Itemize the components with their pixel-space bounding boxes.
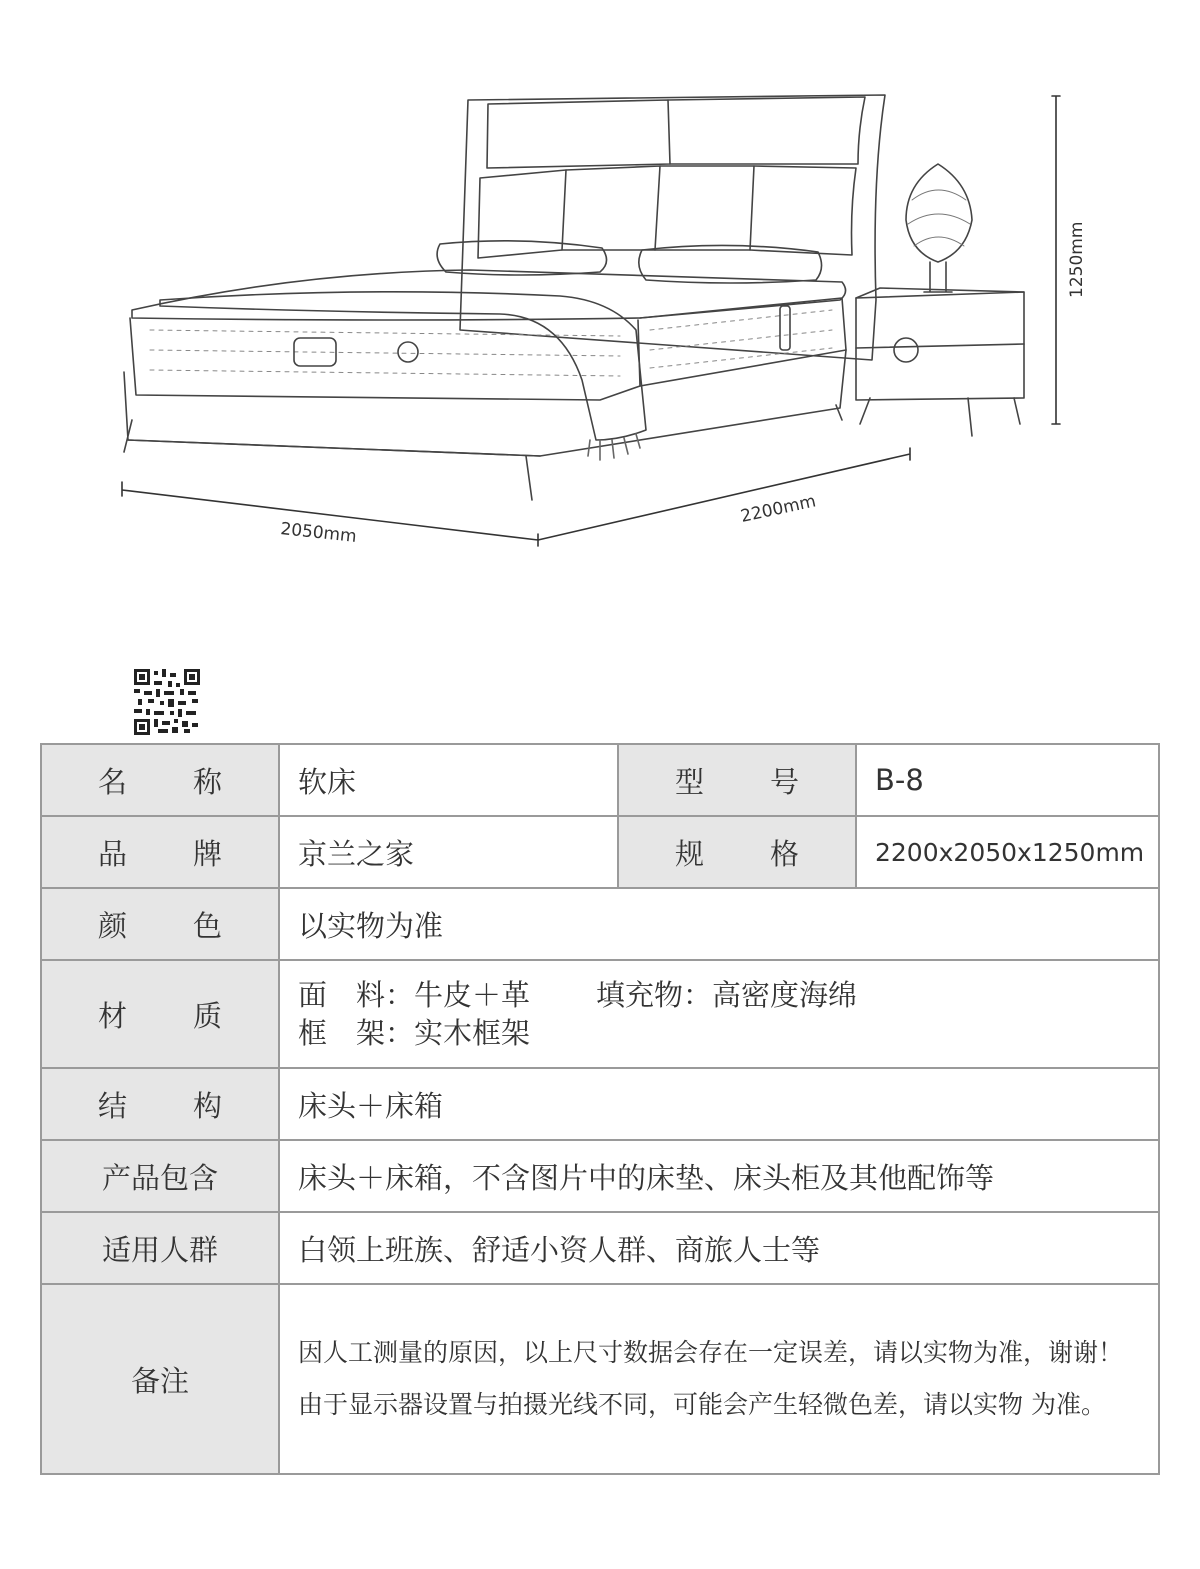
- label-size: 规 格: [618, 816, 856, 888]
- note-line-1: 因人工测量的原因，以上尺寸数据会存在一定误差，请以实物为准，谢谢！: [298, 1338, 1124, 1367]
- row-color: [41, 888, 1159, 960]
- pillow-right: [639, 245, 822, 283]
- throw-blanket: [160, 292, 646, 440]
- dimension-width: 2050mm: [279, 519, 358, 547]
- row-audience: [41, 1212, 1159, 1284]
- label-name: 名 称: [41, 744, 279, 816]
- row-notes: [41, 1284, 1159, 1474]
- label-notes: 备注: [41, 1284, 279, 1474]
- material-line-2: 框 架：实木框架: [298, 1016, 531, 1050]
- label-brand: 品 牌: [41, 816, 279, 888]
- label-audience: 适用人群: [41, 1212, 279, 1284]
- value-brand: 京兰之家: [279, 816, 618, 888]
- label-model: 型 号: [618, 744, 856, 816]
- value-color: 以实物为准: [279, 888, 1159, 960]
- value-notes: [279, 1284, 1159, 1474]
- lamp: [906, 164, 972, 262]
- qr-code[interactable]: [134, 669, 200, 735]
- row-brand-size: [41, 816, 1159, 888]
- bed-dimension-drawing: [0, 0, 1200, 640]
- value-audience: 白领上班族、舒适小资人群、商旅人士等: [279, 1212, 1159, 1284]
- dimension-depth: 2200mm: [738, 491, 818, 527]
- bed-base: [124, 350, 846, 456]
- value-includes: 床头＋床箱，不含图片中的床垫、床头柜及其他配饰等: [279, 1140, 1159, 1212]
- value-structure: 床头＋床箱: [279, 1068, 1159, 1140]
- note-line-2: 由于显示器设置与拍摄光线不同，可能会产生轻微色差，请以实物 为准。: [298, 1390, 1106, 1419]
- material-line-1: 面 料：牛皮＋革 填充物：高密度海绵: [298, 978, 858, 1012]
- row-name-model: [41, 744, 1159, 816]
- value-name: 软床: [279, 744, 618, 816]
- label-includes: 产品包含: [41, 1140, 279, 1212]
- spec-table: [40, 743, 1160, 1475]
- value-size: 2200x2050x1250mm: [856, 816, 1159, 888]
- label-material: 材 质: [41, 960, 279, 1068]
- value-model: B-8: [856, 744, 1159, 816]
- label-color: 颜 色: [41, 888, 279, 960]
- row-includes: [41, 1140, 1159, 1212]
- dimension-height: 1250mm: [1067, 221, 1087, 298]
- row-structure: [41, 1068, 1159, 1140]
- value-material: [279, 960, 1159, 1068]
- label-structure: 结 构: [41, 1068, 279, 1140]
- row-material: [41, 960, 1159, 1068]
